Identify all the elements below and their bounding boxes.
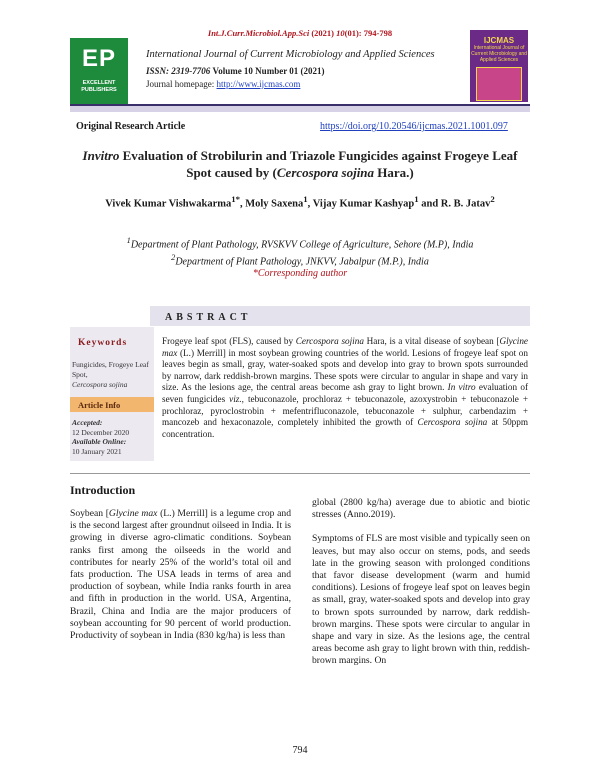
author-list: Vivek Kumar Vishwakarma$^{1*}$, Moly Saxena$^1$, Vijay Kumar Kashyap$^1$ and R. B. Jatav$^2$	[105, 194, 495, 210]
author-name: R. B. Jatav	[440, 198, 491, 210]
abstract-text: Frogeye leaf spot (FLS), caused by Cercospora sojina Hara, is a vital disease of soybean [Glycine max (L.) Merrill] in most soybean growing countries of the world. Lesions of frogeye leaf spot on leaves begin as small, gray, water-soaked spots and develop into gray to brown spots surrounded by narrow, dark reddish-brown margins. These spots were circular to angular in shape and vary in size. As the lesions age, the central areas become ash gray to light brown. In vitro evaluation of seven fungicides viz., tebuconazole, prochloraz + tebuconazole, azoxystrobin + tebuconazole + prochloraz, pyroclostrobin + mefentrifluconazole, tebuconazole + sulphur, carbendazim + mancozeb and hexaconazole, completely inhibited the growth of Cercospora sojina at 50ppm concentration.	[162, 336, 529, 439]
publisher-logo	[70, 38, 128, 104]
paragraph: global (2800 kg/ha) average due to abiotic and biotic stresses (Anno.2019).	[312, 497, 530, 521]
author-name: Moly Saxena	[245, 198, 304, 210]
journal-homepage: Journal homepage: http://www.ijcmas.com	[146, 79, 301, 89]
article-history: Accepted: 12 December 2020 Available Online: 10 January 2021	[72, 418, 130, 456]
introduction-left-column: Soybean [Glycine max (L.) Merrill] is a legume crop and is the second largest after groundnut oilseed in India. It is growing in diverse agro-climatic conditions. Soybean ranks first among the oilseeds in the world and contributes for nearly 25% of the world’s total oil and fats production. The USA leads in terms of area and production of soybean, while India ranks fourth in area and fifth in production in the world. USA, Argentina, Brazil, China and India are the major producers of soybean accounting for 90 percent of world production. Productivity of soybean in India (830 kg/ha) is less than	[70, 508, 291, 642]
corresponding-author-note: *Corresponding author	[252, 268, 348, 279]
issn-line: ISSN: 2319-7706 Volume 10 Number 01 (2021)	[146, 66, 325, 76]
article-title: Invitro Evaluation of Strobilurin and Triazole Fungicides against Frogeye Leaf Spot caused by (Cercospora sojina Hara.)	[82, 148, 518, 180]
paragraph: Symptoms of FLS are most visible and typically seen on leaves, but may also occur on stems, pods, and seeds late in the growing season with prolonged conditions that favor disease development (warm and humid conditions). Lesions of frogeye leaf spot on leaves begin as small, gray, water-soaked spots and develop into gray to brown spots surrounded by narrow, dark reddish-brown margins. These spots were circular to angular in shape and vary in size. As the lesions age, the central areas become ash gray to light brown with thin, reddish-brown margins. On	[312, 533, 530, 667]
keywords-heading: Keywords	[78, 338, 128, 348]
affiliations	[70, 234, 530, 269]
section-divider	[70, 473, 530, 474]
page-number: 794	[292, 745, 308, 756]
author-name: Vijay Kumar Kashyap	[312, 198, 415, 210]
affiliation-1: $^1$Department of Plant Pathology, RVSKVV College of Agriculture, Sehore (M.P), India	[126, 236, 474, 251]
author-name: Vivek Kumar Vishwakarma	[105, 198, 232, 210]
logo-sub-2: PUBLISHERS	[81, 87, 117, 93]
keywords-list: Fungicides, Frogeye Leaf Spot, Cercospora sojina	[72, 360, 149, 389]
introduction-right-column	[312, 497, 530, 680]
abstract-heading: ABSTRACT	[165, 312, 252, 323]
logo-mark: EP	[81, 45, 116, 72]
journal-name: International Journal of Current Microbiology and Applied Sciences	[146, 49, 435, 60]
cover-title: IJCMAS	[483, 36, 515, 45]
article-type: Original Research Article	[76, 121, 186, 132]
journal-citation: Int.J.Curr.Microbiol.App.Sci (2021) 10(01): 794-798	[207, 28, 393, 38]
cover-art	[476, 67, 522, 101]
homepage-link[interactable]: http://www.ijcmas.com	[216, 79, 301, 89]
affiliation-2: $^2$Department of Plant Pathology, JNKVV, Jabalpur (M.P.), India	[171, 253, 429, 268]
introduction-heading: Introduction	[70, 483, 136, 497]
article-info-heading: Article Info	[78, 400, 121, 410]
doi-link[interactable]: https://doi.org/10.20546/ijcmas.2021.1001.097	[320, 121, 508, 132]
cover-subtitle: International Journal of Current Microbiology and Applied Sciences	[471, 45, 527, 63]
journal-cover-image	[470, 30, 528, 102]
header-band	[70, 106, 530, 112]
logo-sub-1: EXCELLENT	[82, 80, 116, 86]
